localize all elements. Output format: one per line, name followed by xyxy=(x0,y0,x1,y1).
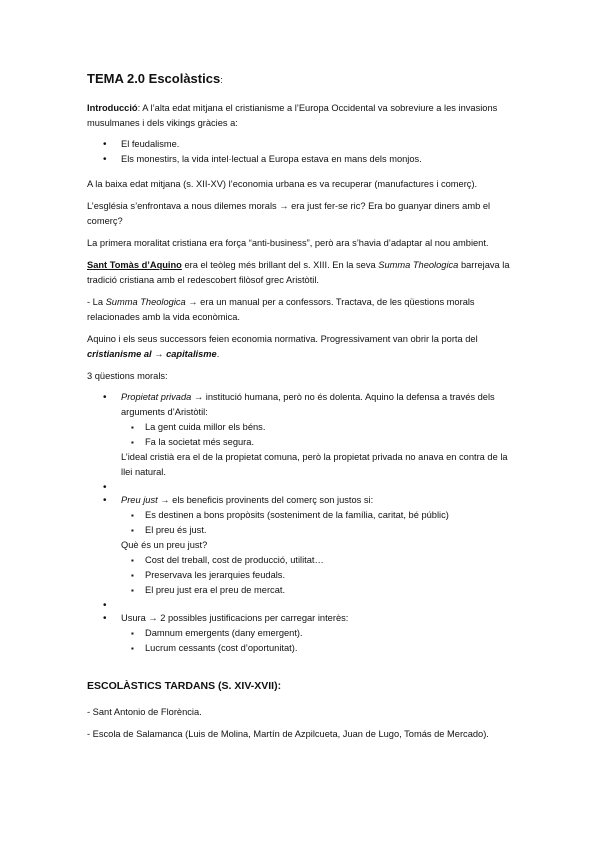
summa-text: → era un manual per a confessors. Tractava, de les qüestions morals relacionades amb la vida econòmica. xyxy=(87,297,475,322)
title-colon: : xyxy=(220,75,223,85)
q2-text: → els beneficis provinents del comerç son justos si: xyxy=(157,495,374,505)
aquino-text-2: barrejava la tradició cristiana amb el redescobert filòsof grec Aristòtil. xyxy=(87,260,510,285)
paragraph-aquino xyxy=(87,258,517,288)
spacer xyxy=(87,598,517,611)
list-item: ▪ El preu és just. xyxy=(121,523,517,538)
summa-prefix: - La xyxy=(87,297,106,307)
aquino-name: Sant Tomàs d’Aquino xyxy=(87,260,182,270)
document-body xyxy=(87,70,517,749)
q2-sublist-2 xyxy=(121,553,517,598)
list-item: ▪ La gent cuida millor els béns. xyxy=(121,420,517,435)
normativa-text: Aquino i els seus successors feien economia normativa. Progressivament van obrir la porta del xyxy=(87,334,478,344)
q3-text: Usura → 2 possibles justificacions per carregar interès: xyxy=(121,613,349,623)
spacer xyxy=(87,480,517,493)
q2-term: Preu just xyxy=(121,495,158,505)
intro-text: : A l’alta edat mitjana el cristianisme a l’Europa Occidental va sobreviure a les invasions musulmanes i dels vikings gràcies a: xyxy=(87,103,498,128)
normativa-end: . xyxy=(216,349,220,359)
paragraph-baixa-edat: A la baixa edat mitjana (s. XII-XV) l’economia urbana es va recuperar (manufactures i comerç). xyxy=(87,179,478,189)
list-item: ▪ Fa la societat més segura. xyxy=(121,435,517,450)
section-spacer xyxy=(87,656,517,679)
intro-paragraph xyxy=(87,101,517,131)
list-item: ▪ Es destinen a bons propòsits (sosteniment de la família, caritat, bé públic) xyxy=(121,508,517,523)
normativa-term-2: capitalisme xyxy=(166,349,217,359)
aquino-work: Summa Theologica xyxy=(378,260,459,270)
q2-sublist xyxy=(121,508,517,538)
aquino-text-1: era el teòleg més brillant del s. XIII. En la seva xyxy=(181,260,379,270)
intro-label: Introducció xyxy=(87,103,138,113)
q1-sublist xyxy=(121,420,517,450)
paragraph-normativa xyxy=(87,332,517,362)
paragraph-dilemes: L’església s’enfrontava a nous dilemes morals → era just fer-se ric? Era bo guanyar diners amb el comerç? xyxy=(87,201,491,226)
q1-note: L’ideal cristià era el de la propietat comuna, però la propietat privada no anava en contra de la llei natural. xyxy=(121,452,508,477)
question-preu-just xyxy=(87,493,517,598)
questions-list xyxy=(87,390,517,656)
tardans-item: - Escola de Salamanca (Luis de Molina, Martín de Azpilcueta, Juan de Lugo, Tomás de Mercado). xyxy=(87,729,489,739)
intro-list xyxy=(87,137,517,167)
list-item: ▪ Preservava les jerarquies feudals. xyxy=(121,568,517,583)
q2-question: Què és un preu just? xyxy=(121,540,208,550)
normativa-arrow: → xyxy=(151,349,167,359)
list-item: ▪ Lucrum cessants (cost d’oportunitat). xyxy=(121,641,517,656)
section-heading-tardans: ESCOLÀSTICS TARDANS (S. XIV-XVII): xyxy=(87,680,282,692)
question-usura xyxy=(87,611,517,656)
list-item: ▪ El preu just era el preu de mercat. xyxy=(121,583,517,598)
list-item: ▪ Damnum emergents (dany emergent). xyxy=(121,626,517,641)
q3-sublist xyxy=(121,626,517,656)
paragraph-moralitat: La primera moralitat cristiana era força “anti-business”, però ara s’havia d’adaptar al nou ambient. xyxy=(87,238,489,248)
q1-term: Propietat privada xyxy=(121,392,192,402)
title-text: TEMA 2.0 Escolàstics xyxy=(87,71,221,86)
list-item: • Els monestirs, la vida intel·lectual a Europa estava en mans dels monjos. xyxy=(87,152,517,167)
page-title xyxy=(87,70,517,89)
questions-label: 3 qüestions morals: xyxy=(87,371,168,381)
tardans-item: - Sant Antonio de Florència. xyxy=(87,707,202,717)
normativa-term-1: cristianisme al xyxy=(87,349,152,359)
list-item: • El feudalisme. xyxy=(87,137,517,152)
summa-work: Summa Theologica xyxy=(105,297,186,307)
question-propietat xyxy=(87,390,517,480)
q1-text: → institució humana, però no és dolenta. Aquino la defensa a través dels arguments d’Aristòtil: xyxy=(121,392,495,417)
paragraph-summa xyxy=(87,295,517,325)
list-item: ▪ Cost del treball, cost de producció, utilitat… xyxy=(121,553,517,568)
